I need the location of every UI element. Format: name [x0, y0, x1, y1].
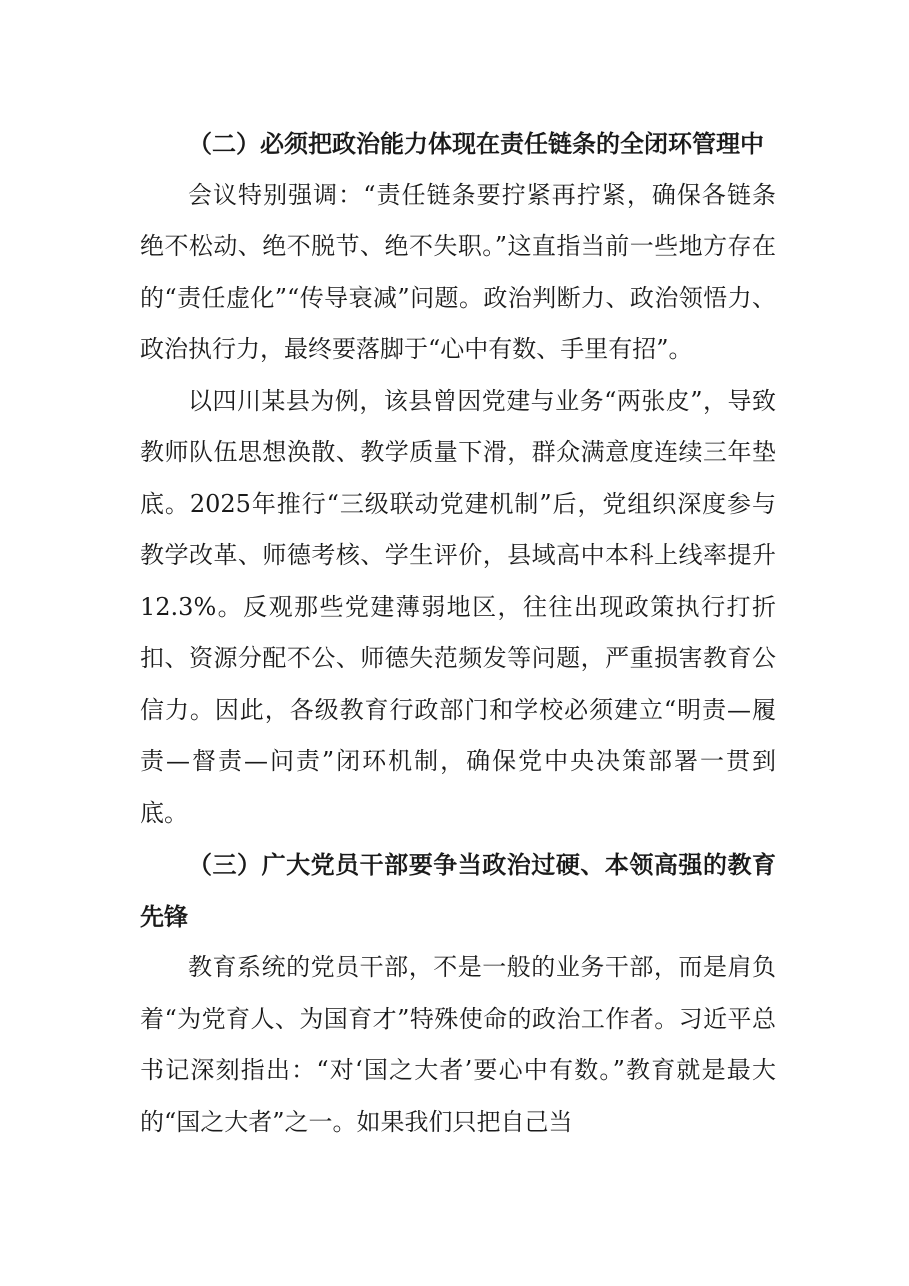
- document-body: [140, 118, 776, 1148]
- body-paragraph: 教育系统的党员干部，不是一般的业务干部，而是肩负着“为党育人、为国育才”特殊使命的政治工作者。习近平总书记深刻指出：“对‘国之大者’要心中有数。”教育就是最大的“国之大者”之一。如果我们只把自己当: [140, 953, 776, 1136]
- section-heading-2: （二）必须把政治能力体现在责任链条的全闭环管理中: [188, 129, 764, 158]
- section-heading-3: （三）广大党员干部要争当政治过硬、本领高强的教育先锋: [140, 850, 776, 931]
- body-paragraph: 以四川某县为例，该县曾因党建与业务“两张皮”，导致教师队伍思想涣散、教学质量下滑，群众满意度连续三年垫底。2025年推行“三级联动党建机制”后，党组织深度参与教学改革、师德考核、学生评价，县域高中本科上线率提升12.3%。反观那些党建薄弱地区，往往出现政策执行打折扣、资源分配不公、师德失范频发等问题，严重损害教育公信力。因此，各级教育行政部门和学校必须建立“明责—履责—督责—问责”闭环机制，确保党中央决策部署一贯到底。: [140, 386, 776, 827]
- body-paragraph: 会议特别强调：“责任链条要拧紧再拧紧，确保各链条绝不松动、绝不脱节、绝不失职。”这直指当前一些地方存在的“责任虚化”“传导衰减”问题。政治判断力、政治领悟力、政治执行力，最终要落脚于“心中有数、手里有招”。: [140, 180, 776, 363]
